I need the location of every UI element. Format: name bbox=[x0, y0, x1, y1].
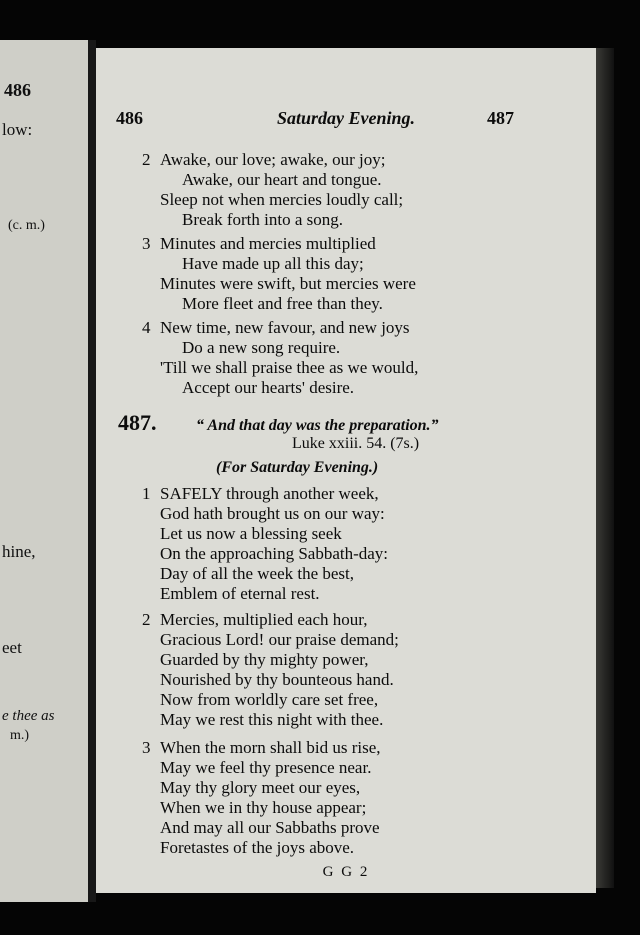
hymn-number: 487. bbox=[118, 410, 157, 435]
signature-mark: G G 2 bbox=[322, 864, 370, 880]
verse-line: When the morn shall bid us rise, bbox=[160, 738, 381, 757]
stanza-number: 2 bbox=[142, 610, 151, 629]
left-page-text: e thee as bbox=[2, 708, 55, 724]
left-page-fragment bbox=[0, 40, 90, 902]
page-gutter bbox=[88, 40, 96, 902]
verse-line: Awake, our love; awake, our joy; bbox=[160, 150, 386, 169]
verse-line: God hath brought us on our way: bbox=[160, 504, 385, 523]
page-edge-shadow bbox=[596, 48, 614, 888]
page-title: Saturday Evening. bbox=[276, 108, 416, 128]
verse-line: Minutes were swift, but mercies were bbox=[160, 274, 416, 293]
verse-line: Break forth into a song. bbox=[182, 210, 343, 229]
verse-line: Have made up all this day; bbox=[182, 254, 364, 273]
verse-line: Accept our hearts' desire. bbox=[182, 378, 355, 397]
verse-line: Guarded by thy mighty power, bbox=[160, 650, 369, 669]
stanza-number: 2 bbox=[142, 150, 151, 169]
stanza-number: 3 bbox=[142, 738, 151, 757]
verse-line: Now from worldly care set free, bbox=[160, 690, 379, 709]
stanza-number: 3 bbox=[142, 234, 151, 253]
verse-line: Foretastes of the joys above. bbox=[160, 838, 355, 857]
stanza-number: 1 bbox=[142, 484, 151, 503]
left-page-text: (c. m.) bbox=[8, 218, 45, 233]
verse-line: SAFELY through another week, bbox=[160, 484, 379, 503]
verse-line: Sleep not when mercies loudly call; bbox=[160, 190, 404, 209]
verse-line: May we feel thy presence near. bbox=[160, 758, 372, 777]
verse-line: When we in thy house appear; bbox=[160, 798, 367, 817]
verse-line: Emblem of eternal rest. bbox=[160, 584, 320, 603]
scripture-reference: Luke xxiii. 54. (7s.) bbox=[292, 435, 420, 452]
verse-line: Let us now a blessing seek bbox=[160, 524, 342, 543]
left-page-text: hine, bbox=[2, 542, 36, 561]
left-page-text: eet bbox=[2, 638, 22, 657]
verse-line: And may all our Sabbaths prove bbox=[160, 818, 380, 837]
running-header bbox=[96, 108, 596, 136]
page-number-left: 486 bbox=[116, 108, 143, 128]
verse-line: Awake, our heart and tongue. bbox=[182, 170, 382, 189]
verse-line: May thy glory meet our eyes, bbox=[160, 778, 361, 797]
page-number-right: 487 bbox=[487, 108, 514, 128]
verse-line: New time, new favour, and new joys bbox=[160, 318, 410, 337]
stanza-number: 4 bbox=[142, 318, 151, 337]
left-page-number: 486 bbox=[4, 80, 31, 100]
hymn-epigraph: “ And that day was the preparation.” bbox=[196, 417, 439, 434]
left-page-text: low: bbox=[2, 120, 33, 139]
hymn-occasion: (For Saturday Evening.) bbox=[216, 459, 379, 476]
book-page bbox=[96, 48, 596, 893]
left-page-text: m.) bbox=[10, 728, 30, 743]
verse-line: 'Till we shall praise thee as we would, bbox=[160, 358, 419, 377]
verse-line: Gracious Lord! our praise demand; bbox=[160, 630, 399, 649]
verse-line: Minutes and mercies multiplied bbox=[160, 234, 376, 253]
verse-line: On the approaching Sabbath-day: bbox=[160, 544, 389, 563]
verse-line: May we rest this night with thee. bbox=[160, 710, 384, 729]
verse-line: Nourished by thy bounteous hand. bbox=[160, 670, 394, 689]
verse-line: Mercies, multiplied each hour, bbox=[160, 610, 368, 629]
verse-line: Day of all the week the best, bbox=[160, 564, 355, 583]
verse-line: Do a new song require. bbox=[182, 338, 341, 357]
verse-line: More fleet and free than they. bbox=[182, 294, 383, 313]
